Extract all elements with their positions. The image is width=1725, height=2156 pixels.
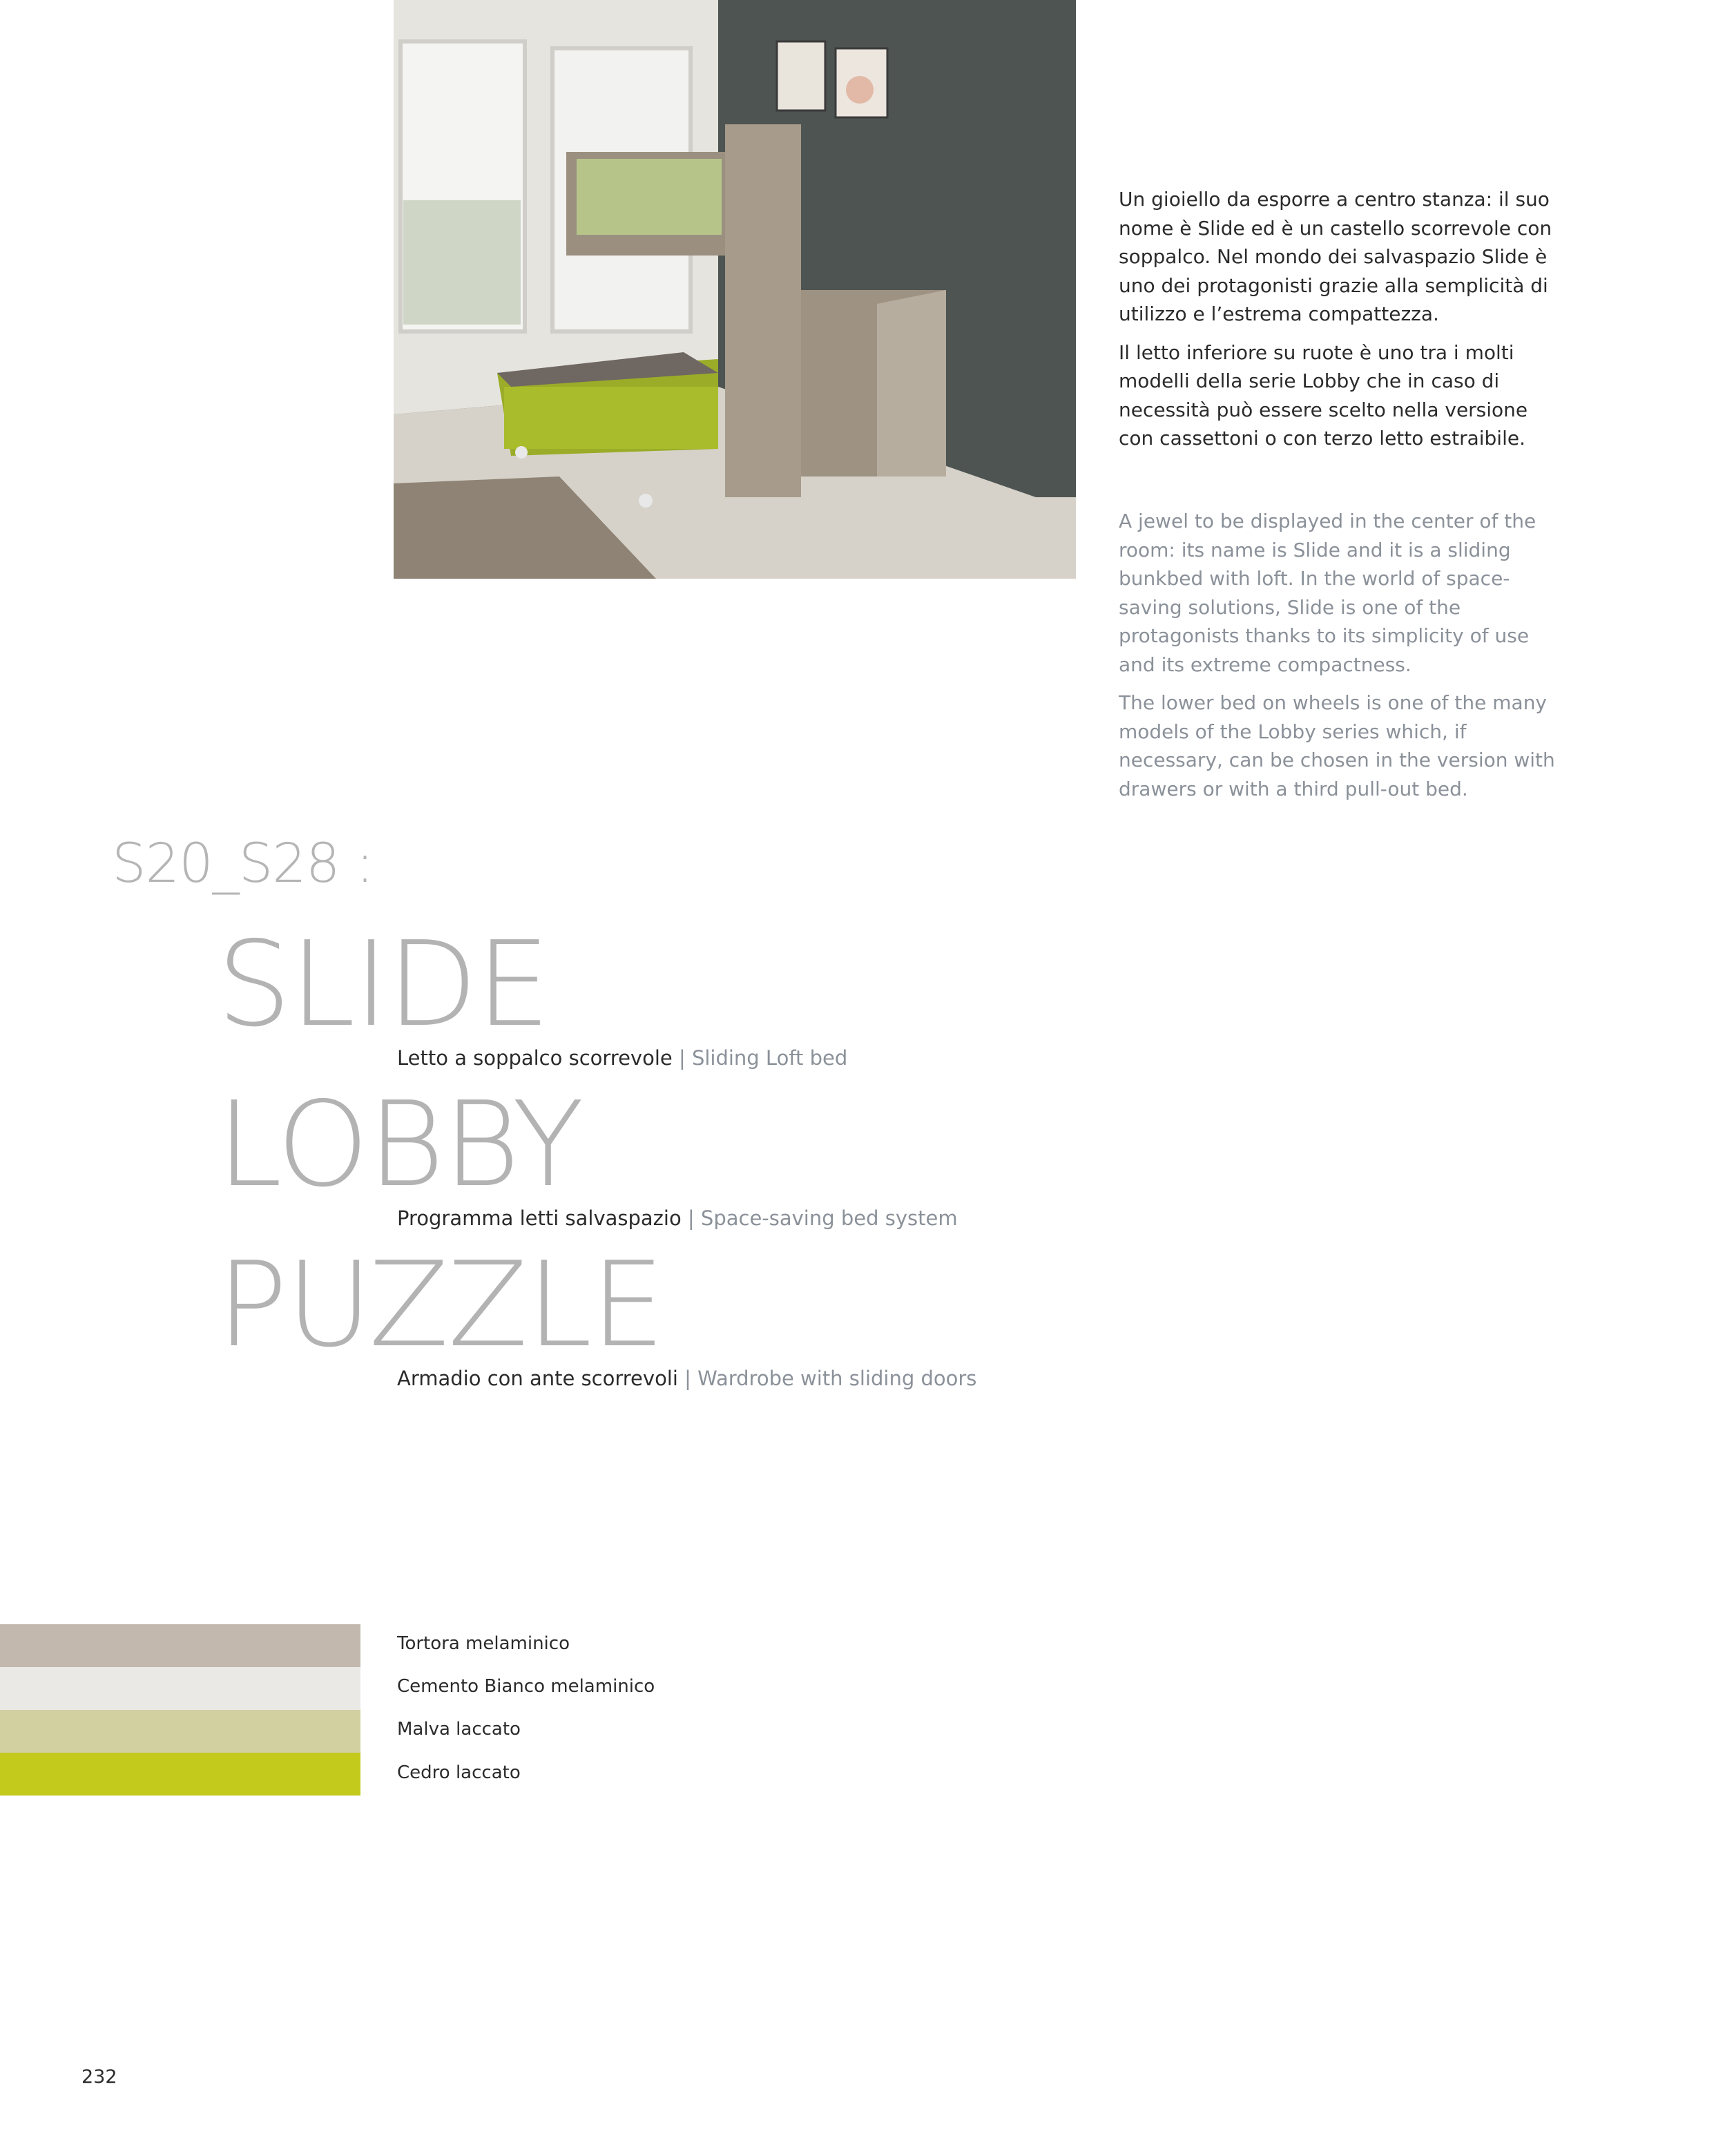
swatch-cemento-bianco <box>0 1667 360 1710</box>
italian-description <box>1119 185 1561 463</box>
product-subtitle-en: | Wardrobe with sliding doors <box>677 1367 977 1390</box>
product-subtitle-puzzle <box>397 1366 976 1391</box>
swatch-label-cedro: Cedro laccato <box>397 1762 521 1783</box>
italian-paragraph-2: Il letto inferiore su ruote è uno tra i molti modelli della serie Lobby che in caso di necessità può essere scelto nella versione con cassettoni o con terzo letto estraibile. <box>1119 340 1528 450</box>
swatch-tortora <box>0 1624 360 1667</box>
swatch-label-tortora: Tortora melaminico <box>397 1633 570 1654</box>
product-name-slide: SLIDE <box>217 916 550 1053</box>
english-paragraph-1: A jewel to be displayed in the center of the room: its name is Slide and it is a sliding bunkbed with loft. In the world of space-saving solutions, Slide is one of the protagonists thanks to its simplicity of use and its extreme compactness. <box>1119 510 1536 676</box>
english-paragraph-2: The lower bed on wheels is one of the many models of the Lobby series which, if necessary, can be chosen in the version with drawers or with a third pull-out bed. <box>1119 691 1555 800</box>
swatch-label-cemento-bianco: Cemento Bianco melaminico <box>397 1676 655 1697</box>
product-photo <box>394 0 1076 579</box>
product-subtitle-it: Armadio con ante scorrevoli <box>397 1367 678 1390</box>
product-subtitle-en: | Space-saving bed system <box>681 1206 958 1230</box>
product-subtitle-slide <box>397 1046 847 1070</box>
product-subtitle-it: Programma letti salvaspazio <box>397 1206 682 1230</box>
product-subtitle-it: Letto a soppalco scorrevole <box>397 1046 679 1070</box>
italian-paragraph-1: Un gioiello da esporre a centro stanza: il suo nome è Slide ed è un castello scorrevole con soppalco. Nel mondo dei salvaspazio Slide è uno dei protagonisti grazie alla semplicità di utilizzo e l’estrema compattezza. <box>1119 188 1552 325</box>
product-name-lobby: LOBBY <box>217 1077 583 1213</box>
bunk-bed-room-photo-icon <box>394 0 1076 579</box>
english-description <box>1119 507 1561 813</box>
swatch-cedro <box>0 1753 360 1796</box>
swatch-malva <box>0 1710 360 1753</box>
product-name-puzzle: PUZZLE <box>217 1237 664 1374</box>
page-number: 232 <box>81 2066 117 2088</box>
product-subtitle-lobby <box>397 1206 958 1231</box>
swatch-label-malva: Malva laccato <box>397 1719 521 1740</box>
product-code: S20_S28 : <box>112 833 374 895</box>
product-subtitle-en: | Sliding Loft bed <box>678 1046 848 1070</box>
